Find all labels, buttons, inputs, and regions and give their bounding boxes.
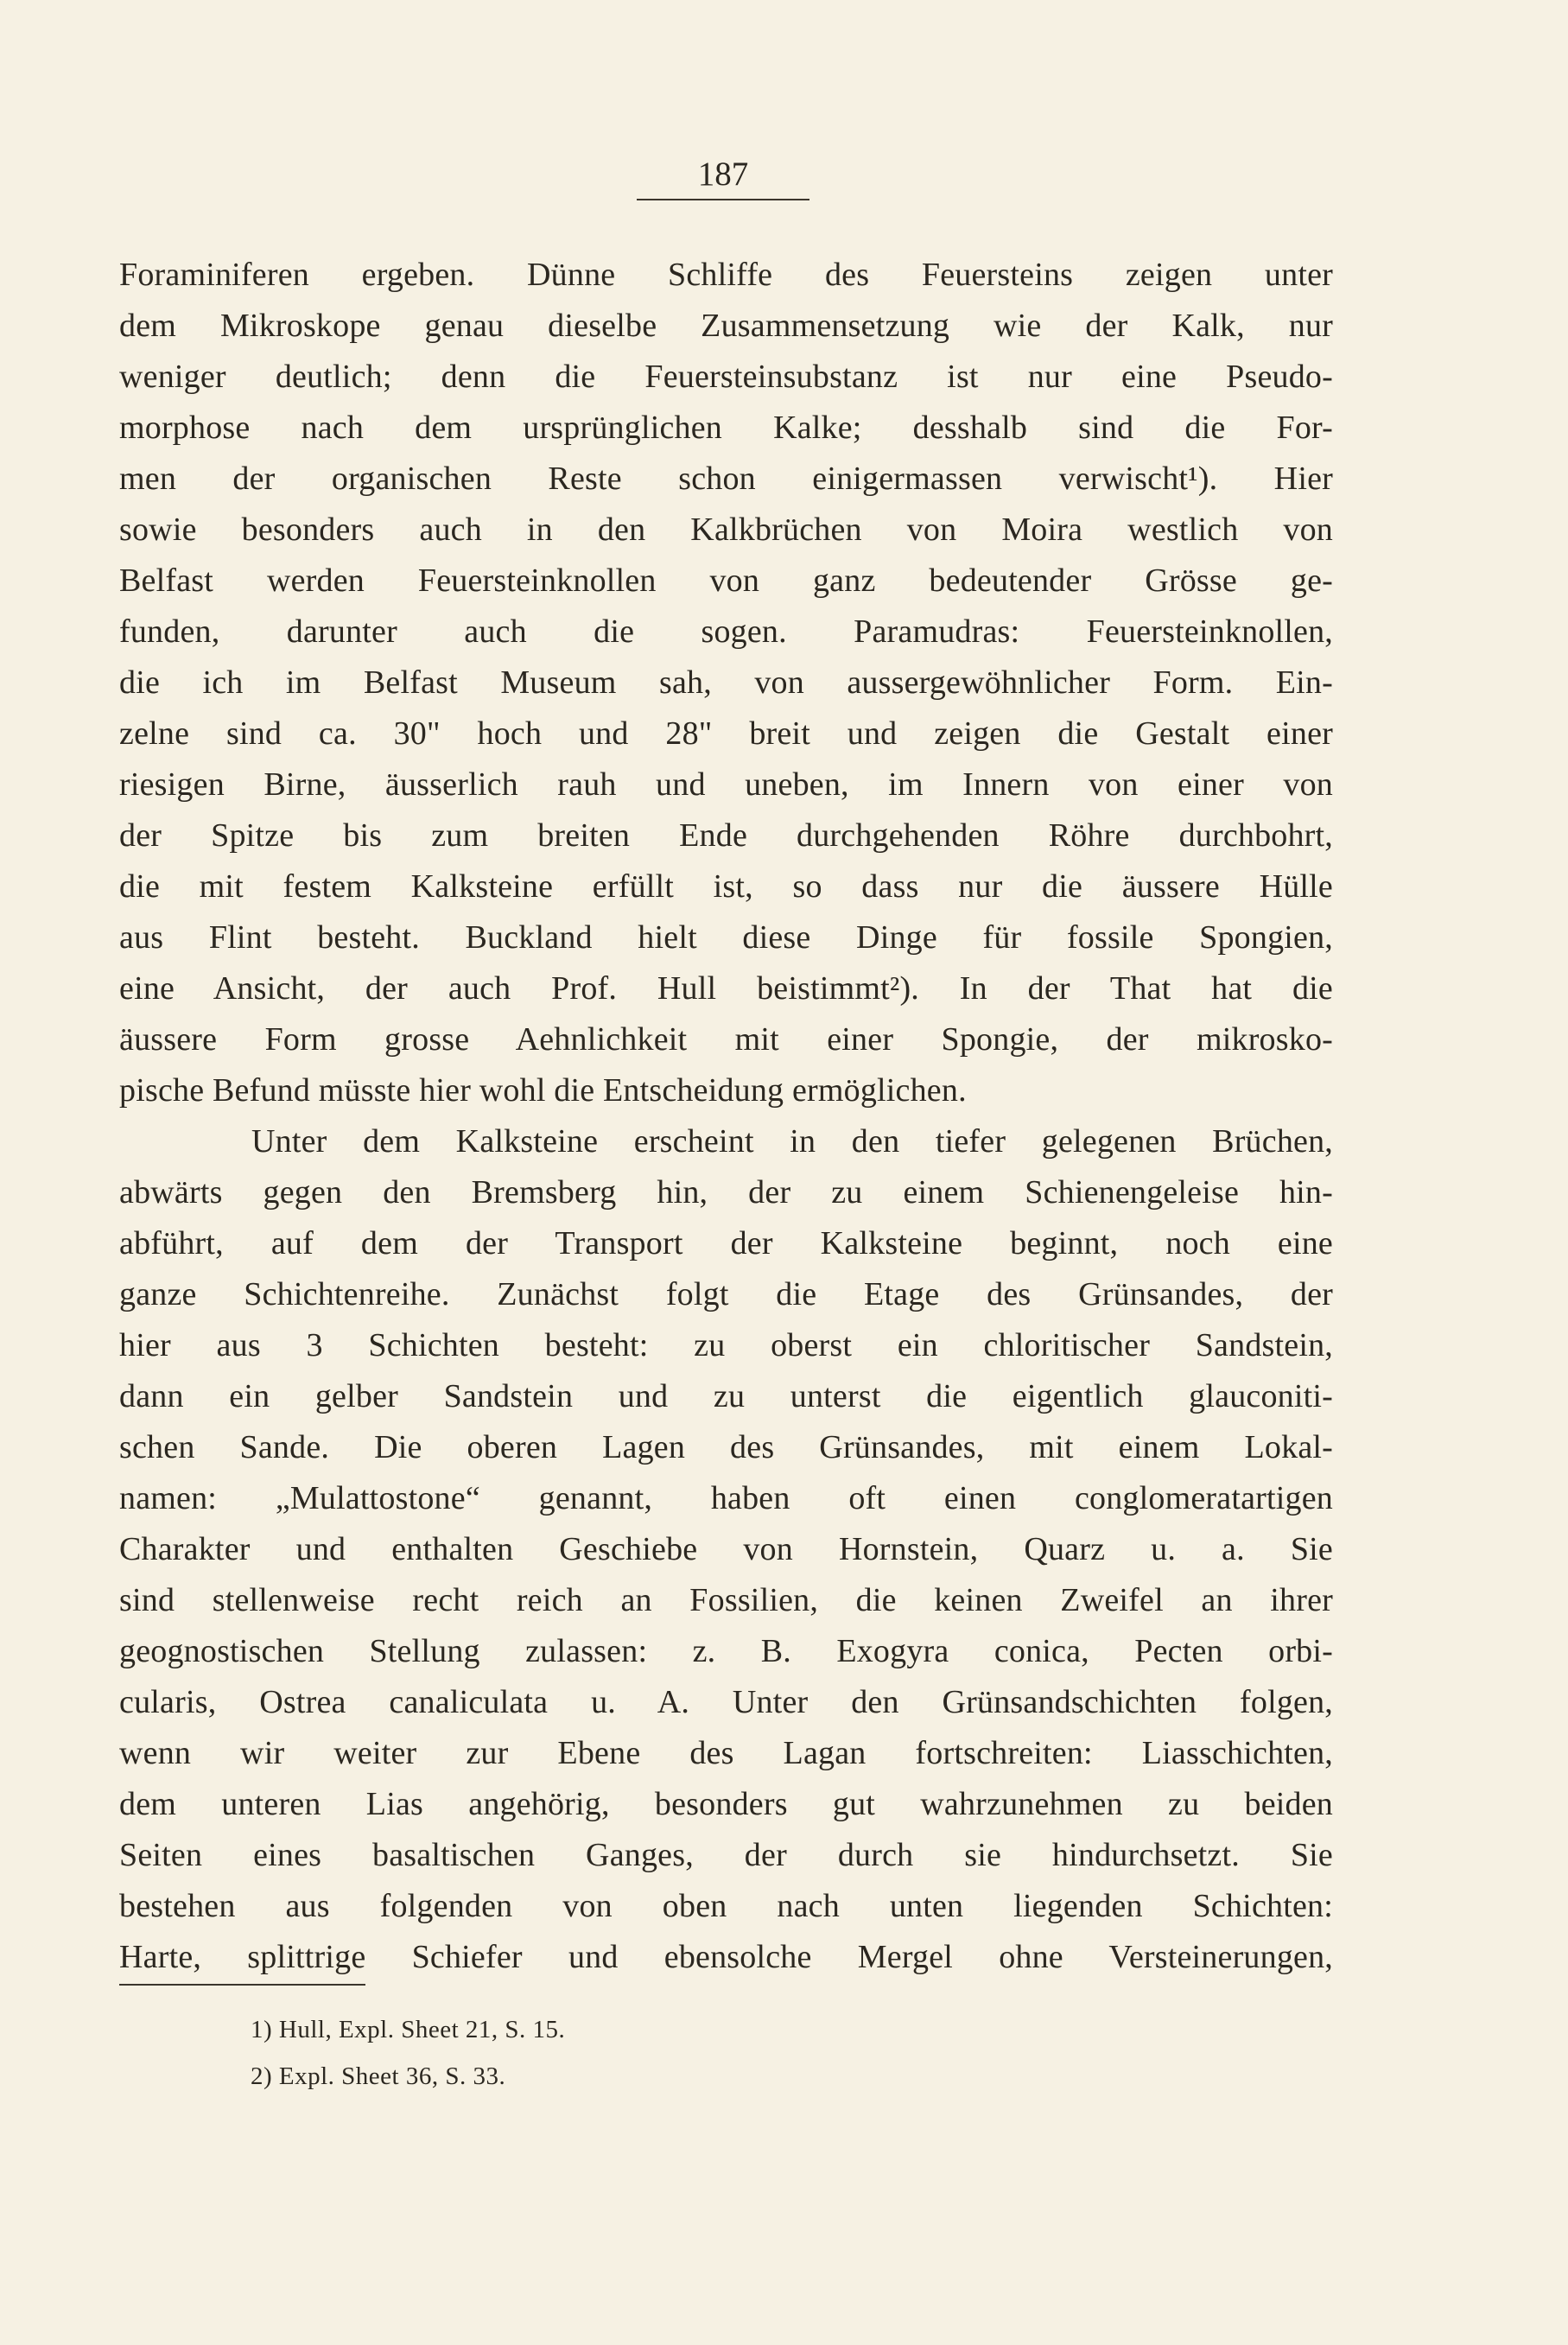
text-line: Harte, splittrige Schiefer und ebensolche Mergel ohne Versteinerungen, — [119, 1939, 1333, 1975]
text-line: weniger deutlich; denn die Feuersteinsubstanz ist nur eine Pseudo- — [119, 359, 1333, 395]
text-line: namen: „Mulattostone“ genannt, haben oft einen conglomeratartigen — [119, 1480, 1333, 1516]
text-line: die ich im Belfast Museum sah, von aussergewöhnlicher Form. Ein- — [119, 664, 1333, 701]
text-line: der Spitze bis zum breiten Ende durchgehenden Röhre durchbohrt, — [119, 817, 1333, 854]
footnotes — [251, 2006, 1028, 2100]
text-line: dann ein gelber Sandstein und zu unterst die eigentlich glauconiti- — [119, 1378, 1333, 1414]
text-line: bestehen aus folgenden von oben nach unten liegenden Schichten: — [119, 1888, 1333, 1924]
text-line: sowie besonders auch in den Kalkbrüchen von Moira westlich von — [119, 512, 1333, 548]
text-line: äussere Form grosse Aehnlichkeit mit einer Spongie, der mikrosko- — [119, 1021, 1333, 1058]
text-line: ganze Schichtenreihe. Zunächst folgt die Etage des Grünsandes, der — [119, 1276, 1333, 1312]
text-line: schen Sande. Die oberen Lagen des Grünsandes, mit einem Lokal- — [119, 1429, 1333, 1465]
text-line: dem Mikroskope genau dieselbe Zusammensetzung wie der Kalk, nur — [119, 308, 1333, 344]
text-line: morphose nach dem ursprünglichen Kalke; desshalb sind die For- — [119, 410, 1333, 446]
text-line: sind stellenweise recht reich an Fossilien, die keinen Zweifel an ihrer — [119, 1582, 1333, 1618]
footnote: 2) Expl. Sheet 36, S. 33. — [251, 2062, 506, 2090]
text-line: dem unteren Lias angehörig, besonders gut wahrzunehmen zu beiden — [119, 1786, 1333, 1822]
text-line: abwärts gegen den Bremsberg hin, der zu einem Schienengeleise hin- — [119, 1174, 1333, 1211]
text-line: hier aus 3 Schichten besteht: zu oberst ein chloritischer Sandstein, — [119, 1327, 1333, 1363]
text-line: geognostischen Stellung zulassen: z. B. Exogyra conica, Pecten orbi- — [119, 1633, 1333, 1669]
page-number-rule — [637, 199, 809, 200]
text-line: funden, darunter auch die sogen. Paramudras: Feuersteinknollen, — [119, 613, 1333, 650]
text-line: die mit festem Kalksteine erfüllt ist, so dass nur die äussere Hülle — [119, 868, 1333, 905]
text-line: Seiten eines basaltischen Ganges, der durch sie hindurchsetzt. Sie — [119, 1837, 1333, 1873]
text-line: pische Befund müsste hier wohl die Entscheidung ermöglichen. — [119, 1072, 967, 1109]
text-line: riesigen Birne, äusserlich rauh und uneben, im Innern von einer von — [119, 766, 1333, 803]
text-line: wenn wir weiter zur Ebene des Lagan fortschreiten: Liasschichten, — [119, 1735, 1333, 1771]
page-number: 187 — [697, 156, 749, 193]
text-line: Foraminiferen ergeben. Dünne Schliffe des Feuersteins zeigen unter — [119, 257, 1333, 293]
text-line: Charakter und enthalten Geschiebe von Hornstein, Quarz u. a. Sie — [119, 1531, 1333, 1567]
text-line: cularis, Ostrea canaliculata u. A. Unter den Grünsandschichten folgen, — [119, 1684, 1333, 1720]
text-line: abführt, auf dem der Transport der Kalksteine beginnt, noch eine — [119, 1225, 1333, 1261]
text-line: aus Flint besteht. Buckland hielt diese Dinge für fossile Spongien, — [119, 919, 1333, 956]
text-line: Unter dem Kalksteine erscheint in den tiefer gelegenen Brüchen, — [251, 1123, 1333, 1160]
text-line: men der organischen Reste schon einigermassen verwischt¹). Hier — [119, 461, 1333, 497]
text-line: Belfast werden Feuersteinknollen von ganz bedeutender Grösse ge- — [119, 562, 1333, 599]
body-text — [119, 250, 1333, 1983]
text-line: eine Ansicht, der auch Prof. Hull beistimmt²). In der That hat die — [119, 970, 1333, 1007]
footnote: 1) Hull, Expl. Sheet 21, S. 15. — [251, 2016, 566, 2043]
text-line: zelne sind ca. 30" hoch und 28" breit und zeigen die Gestalt einer — [119, 715, 1333, 752]
footnote-rule — [119, 1984, 365, 1986]
